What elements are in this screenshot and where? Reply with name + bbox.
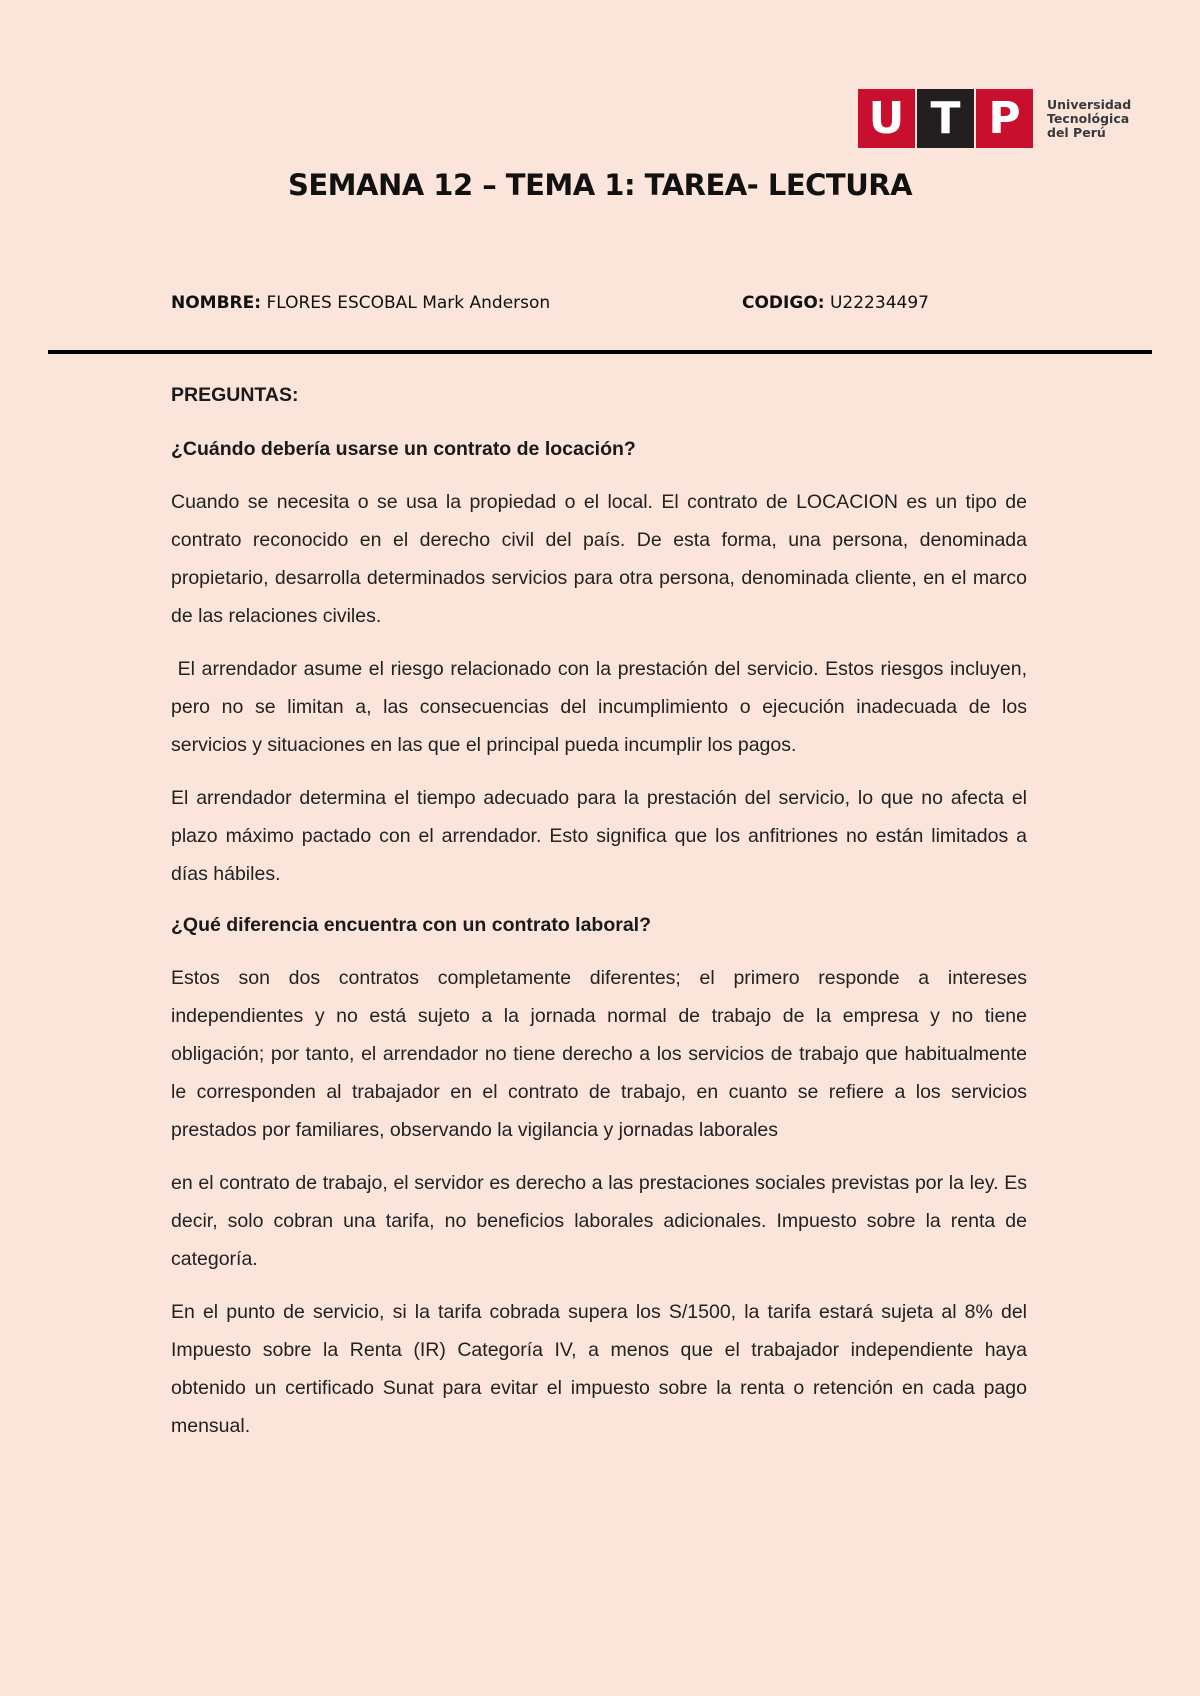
logo-letter-t: T: [917, 89, 974, 148]
answer-2-paragraph: en el contrato de trabajo, el servidor es derecho a las prestaciones sociales previstas por la ley. Es decir, solo cobran una tarifa, no beneficios laborales adicionales. Impuesto sobre la renta de categoría.: [171, 1172, 1027, 1270]
university-name-line-3: del Perú: [1047, 124, 1106, 140]
document-body: [171, 378, 1033, 1460]
code-label: CODIGO:: [742, 293, 825, 313]
answer-1-paragraph: El arrendador asume el riesgo relacionado con la prestación del servicio. Estos riesgos incluyen, pero no se limitan a, las consecuencias del incumplimiento o ejecución inadecuada de los servicios y situaciones en las que el principal pueda incumplir los pagos.: [171, 658, 1033, 756]
section-label: PREGUNTAS:: [171, 384, 299, 406]
university-name-line-1: Universidad: [1047, 96, 1132, 112]
name-label: NOMBRE:: [171, 293, 262, 313]
student-code: [742, 293, 929, 313]
answer-1-paragraph: El arrendador determina el tiempo adecuado para la prestación del servicio, lo que no afecta el plazo máximo pactado con el arrendador. Esto significa que los anfitriones no están limitados a días hábiles.: [171, 787, 1027, 885]
logo-letter-p: P: [976, 89, 1033, 148]
university-name-line-2: Tecnológica: [1047, 110, 1130, 126]
name-value: FLORES ESCOBAL Mark Anderson: [266, 293, 551, 313]
utp-logo: [858, 89, 1131, 148]
utp-logo-letters: [858, 89, 1033, 148]
answer-1-paragraph: Cuando se necesita o se usa la propiedad o el local. El contrato de LOCACION es un tipo de contrato reconocido en el derecho civil del país. De esta forma, una persona, denominada propietario, desarrolla determinados servicios para otra persona, denominada cliente, en el marco de las relaciones civiles.: [171, 491, 1027, 627]
question-1: ¿Cuándo debería usarse un contrato de locación?: [171, 438, 636, 460]
code-value: U22234497: [829, 293, 929, 313]
document-title: SEMANA 12 – TEMA 1: TAREA- LECTURA: [287, 168, 913, 202]
answer-2-paragraph: Estos son dos contratos completamente diferentes; el primero responde a intereses independientes y no está sujeto a la jornada normal de trabajo de la empresa y no tiene obligación; por tanto, el arrendador no tiene derecho a los servicios de trabajo que habitualmente le corresponden al trabajador en el contrato de trabajo, en cuanto se refiere a los servicios prestados por familiares, observando la vigilancia y jornadas laborales: [171, 967, 1027, 1141]
student-name: [171, 293, 550, 313]
university-name: [1047, 98, 1131, 140]
answer-2-paragraph: En el punto de servicio, si la tarifa cobrada supera los S/1500, la tarifa estará sujeta al 8% del Impuesto sobre la Renta (IR) Categoría IV, a menos que el trabajador independiente haya obtenido un certificado Sunat para evitar el impuesto sobre la renta o retención en cada pago mensual.: [171, 1301, 1027, 1437]
logo-letter-u: U: [858, 89, 915, 148]
header-divider: [48, 350, 1152, 354]
question-2: ¿Qué diferencia encuentra con un contrato laboral?: [171, 914, 651, 936]
